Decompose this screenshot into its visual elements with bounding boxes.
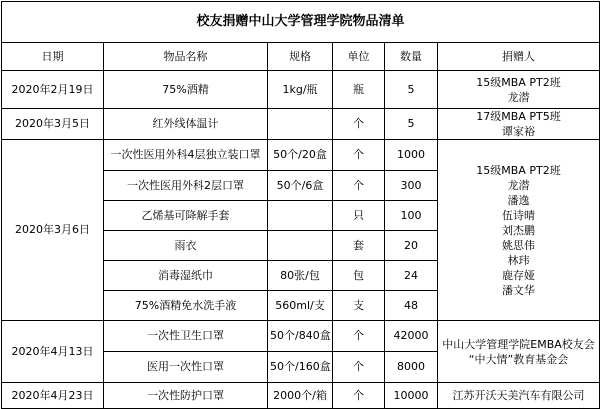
unit-cell: 瓶 [333,71,385,109]
spec-cell: 50个/160盒 [268,352,333,383]
spec-cell [268,109,333,140]
donor-cell [438,71,600,109]
spec-cell: 1kg/瓶 [268,71,333,109]
sheet-title: 校友捐赠中山大学管理学院物品清单 [2,2,600,43]
header-quantity: 数量 [385,43,438,71]
spec-cell: 50个/840盒 [268,321,333,352]
quantity-cell: 300 [385,171,438,201]
quantity-cell: 5 [385,109,438,140]
donor-name: 15级MBA PT2班 [476,163,561,177]
unit-cell: 支 [333,291,385,321]
unit-cell: 个 [333,352,385,383]
header-row [2,43,600,71]
spec-cell: 2000个/箱 [268,383,333,409]
quantity-cell: 1000 [385,140,438,171]
donor-name: 潘逸 [507,193,530,207]
donor-name: “中大情”教育基金会 [468,352,569,366]
donor-name: 17级MBA PT5班 [476,110,561,123]
item-name-cell: 红外线体温计 [104,109,268,140]
title-row [2,2,600,43]
header-date: 日期 [2,43,104,71]
table-row [2,321,600,352]
header-item-name: 物品名称 [104,43,268,71]
spec-cell [268,201,333,231]
header-unit: 单位 [333,43,385,71]
donor-name: 林玮 [507,253,530,267]
quantity-cell: 5 [385,71,438,109]
donor-name: 中山大学管理学院EMBA校友会 [442,337,595,351]
quantity-cell: 8000 [385,352,438,383]
quantity-cell: 10000 [385,383,438,409]
table-row [2,109,600,140]
donor-name: 伍诗晴 [502,208,535,222]
donor-name: 潘文华 [502,283,535,297]
unit-cell: 个 [333,140,385,171]
unit-cell: 个 [333,383,385,409]
unit-cell: 个 [333,171,385,201]
unit-cell: 包 [333,261,385,291]
spec-cell [268,231,333,261]
item-name-cell: 消毒湿纸巾 [104,261,268,291]
date-cell: 2020年3月5日 [2,109,104,140]
item-name-cell: 一次性医用外科2层口罩 [104,171,268,201]
donor-name: 谭家裕 [502,125,535,138]
item-name-cell: 雨衣 [104,231,268,261]
spec-cell: 80张/包 [268,261,333,291]
date-cell: 2020年4月13日 [2,321,104,383]
header-donor: 捐赠人 [438,43,600,71]
spec-cell: 50个/6盒 [268,171,333,201]
spec-cell: 50个/20盒 [268,140,333,171]
unit-cell: 套 [333,231,385,261]
item-name-cell: 75%酒精 [104,71,268,109]
unit-cell: 个 [333,109,385,140]
donor-cell [438,140,600,321]
item-name-cell: 医用一次性口罩 [104,352,268,383]
donation-sheet [0,1,600,409]
unit-cell: 个 [333,321,385,352]
item-name-cell: 一次性防护口罩 [104,383,268,409]
table-row [2,140,600,171]
date-cell: 2020年3月6日 [2,140,104,321]
item-name-cell: 一次性卫生口罩 [104,321,268,352]
donor-name: 刘杰鹏 [502,223,535,237]
date-cell: 2020年2月19日 [2,71,104,109]
donor-name: 龙潜 [507,178,530,192]
quantity-cell: 24 [385,261,438,291]
quantity-cell: 42000 [385,321,438,352]
item-name-cell: 乙烯基可降解手套 [104,201,268,231]
donor-name: 龙潜 [507,90,530,104]
quantity-cell: 48 [385,291,438,321]
quantity-cell: 100 [385,201,438,231]
unit-cell: 只 [333,201,385,231]
donor-name: 江苏开沃天美汽车有限公司 [452,389,585,402]
donor-cell [438,383,600,409]
table-row [2,383,600,409]
donor-cell [438,109,600,140]
donor-name: 姚思伟 [502,238,535,252]
spec-cell: 560ml/支 [268,291,333,321]
date-cell: 2020年4月23日 [2,383,104,409]
table-row [2,71,600,109]
donor-name: 鹿存娅 [502,268,535,282]
quantity-cell: 20 [385,231,438,261]
header-spec: 规格 [268,43,333,71]
donor-cell [438,321,600,383]
item-name-cell: 75%酒精免水洗手液 [104,291,268,321]
donor-name: 15级MBA PT2班 [476,75,561,89]
donation-table [1,1,600,409]
item-name-cell: 一次性医用外科4层独立装口罩 [104,140,268,171]
